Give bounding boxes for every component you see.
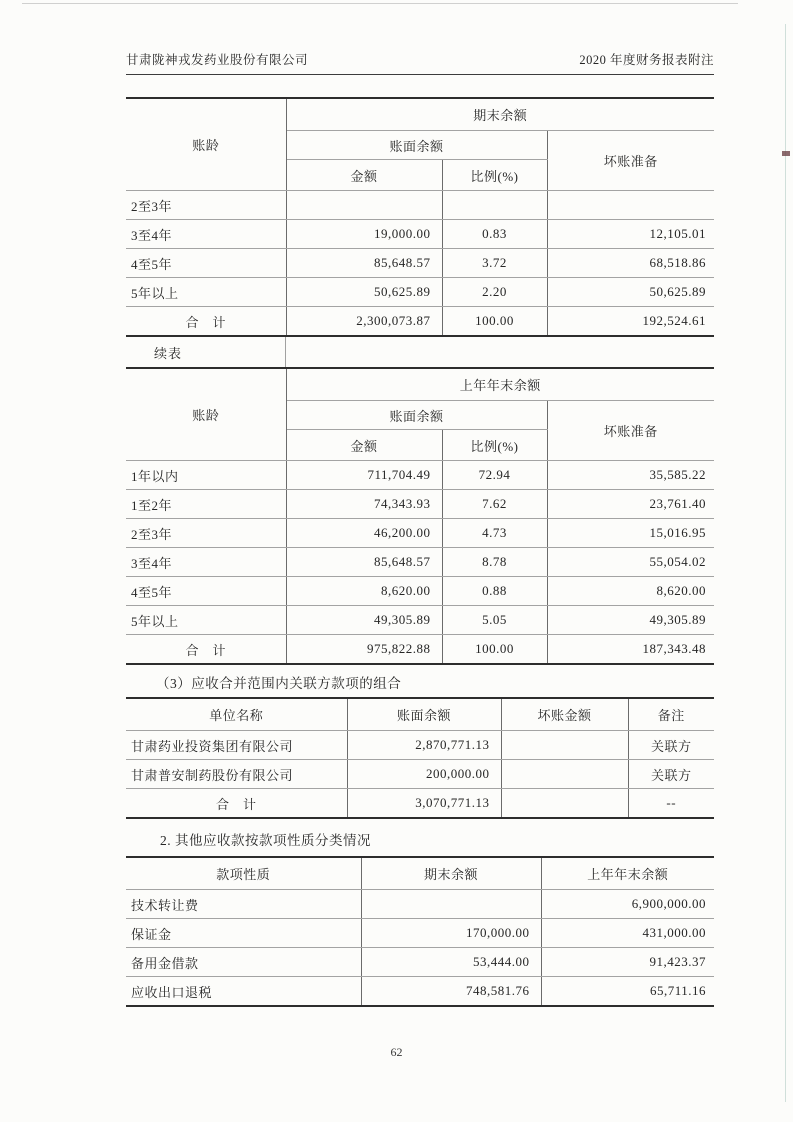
ratio-cell: 72.94: [442, 461, 547, 490]
book-balance-cell: 3,070,771.13: [347, 789, 501, 819]
prior-end-cell: 91,423.37: [541, 948, 714, 977]
period-end-cell: 53,444.00: [361, 948, 541, 977]
table-header-row: [126, 857, 714, 890]
amount-cell: 85,648.57: [286, 548, 442, 577]
col-header-amount: 金额: [286, 160, 442, 191]
amount-cell: 711,704.49: [286, 461, 442, 490]
nature-table: [126, 856, 714, 1007]
aging-label-cell: 4至5年: [126, 577, 286, 606]
nature-cell: 保证金: [126, 919, 361, 948]
col-header-aging: 账龄: [126, 98, 286, 191]
table-row: [126, 548, 714, 577]
table-row: [126, 606, 714, 635]
ratio-cell: 5.05: [442, 606, 547, 635]
bad-debt-cell: 187,343.48: [547, 635, 714, 665]
bad-debt-cell: 8,620.00: [547, 577, 714, 606]
aging-table-prior: [126, 367, 714, 665]
amount-cell: 2,300,073.87: [286, 307, 442, 337]
aging-label-cell: 2至3年: [126, 191, 286, 220]
aging-label-cell: 2至3年: [126, 519, 286, 548]
bad-debt-cell: [547, 191, 714, 220]
prior-end-cell: 65,711.16: [541, 977, 714, 1007]
amount-cell: 50,625.89: [286, 278, 442, 307]
col-header-bad-amount: 坏账金额: [501, 698, 628, 731]
bad-debt-cell: 50,625.89: [547, 278, 714, 307]
col-header-book-balance: 账面余额: [286, 401, 547, 430]
total-label-cell: 合 计: [126, 789, 347, 819]
bad-debt-cell: 192,524.61: [547, 307, 714, 337]
aging-label-cell: 3至4年: [126, 220, 286, 249]
unit-name-cell: 甘肃普安制药股份有限公司: [126, 760, 347, 789]
prior-end-cell: 6,900,000.00: [541, 890, 714, 919]
table-row: [126, 278, 714, 307]
bad-debt-cell: 23,761.40: [547, 490, 714, 519]
book-balance-cell: 2,870,771.13: [347, 731, 501, 760]
scan-edge-top: [22, 3, 738, 4]
company-name: 甘肃陇神戎发药业股份有限公司: [126, 53, 309, 67]
ratio-cell: 100.00: [442, 307, 547, 337]
bad-debt-cell: 35,585.22: [547, 461, 714, 490]
col-header-nature: 款项性质: [126, 857, 361, 890]
ratio-cell: 4.73: [442, 519, 547, 548]
ratio-cell: 100.00: [442, 635, 547, 665]
table-row: [126, 890, 714, 919]
table-row: [126, 731, 714, 760]
period-end-cell: 170,000.00: [361, 919, 541, 948]
aging-label-cell: 4至5年: [126, 249, 286, 278]
bad-amount-cell: [501, 760, 628, 789]
table-row: [126, 249, 714, 278]
unit-name-cell: 甘肃药业投资集团有限公司: [126, 731, 347, 760]
ratio-cell: 0.88: [442, 577, 547, 606]
amount-cell: 19,000.00: [286, 220, 442, 249]
page-number: 62: [390, 1045, 403, 1059]
table-row: [126, 220, 714, 249]
remark-cell: 关联方: [628, 731, 714, 760]
amount-cell: 8,620.00: [286, 577, 442, 606]
table-header-row: [126, 698, 714, 731]
remark-cell: 关联方: [628, 760, 714, 789]
scan-mark: [782, 151, 790, 156]
amount-cell: 85,648.57: [286, 249, 442, 278]
aging-label-cell: 1年以内: [126, 461, 286, 490]
aging-label-cell: 1至2年: [126, 490, 286, 519]
col-header-unit: 单位名称: [126, 698, 347, 731]
total-label-cell: 合 计: [126, 307, 286, 337]
bad-debt-cell: 55,054.02: [547, 548, 714, 577]
ratio-cell: [442, 191, 547, 220]
aging-label-cell: 3至4年: [126, 548, 286, 577]
ratio-cell: 2.20: [442, 278, 547, 307]
remark-cell: --: [628, 789, 714, 819]
ratio-cell: 8.78: [442, 548, 547, 577]
nature-cell: 应收出口退税: [126, 977, 361, 1007]
col-header-aging: 账龄: [126, 368, 286, 461]
report-title: 2020 年度财务报表附注: [579, 53, 714, 67]
bad-debt-cell: 12,105.01: [547, 220, 714, 249]
amount-cell: 49,305.89: [286, 606, 442, 635]
amount-cell: 74,343.93: [286, 490, 442, 519]
table-row: [126, 577, 714, 606]
document-header: [126, 50, 714, 75]
col-header-book-balance: 账面余额: [286, 131, 547, 160]
scan-edge-right: [785, 24, 786, 1102]
table-total-row: [126, 789, 714, 819]
table-row: [126, 977, 714, 1007]
col-header-amount: 金额: [286, 430, 442, 461]
bad-debt-cell: 68,518.86: [547, 249, 714, 278]
table-row: [126, 461, 714, 490]
section-heading-nature: 2. 其他应收款按款项性质分类情况: [160, 833, 371, 848]
col-header-bad-debt: 坏账准备: [547, 401, 714, 461]
ratio-cell: 7.62: [442, 490, 547, 519]
table-row: [126, 490, 714, 519]
table-total-row: [126, 307, 714, 337]
amount-cell: 975,822.88: [286, 635, 442, 665]
ratio-cell: 0.83: [442, 220, 547, 249]
col-header-remark: 备注: [628, 698, 714, 731]
table-row: [126, 948, 714, 977]
table-header-row: [126, 368, 714, 401]
related-party-table: [126, 697, 714, 819]
amount-cell: 46,200.00: [286, 519, 442, 548]
col-header-period-balance: 期末余额: [286, 98, 714, 131]
col-header-period-end: 期末余额: [361, 857, 541, 890]
continuation-label: 续表: [154, 346, 183, 361]
table-header-row: [126, 98, 714, 131]
col-header-ratio: 比例(%): [442, 430, 547, 461]
bad-amount-cell: [501, 789, 628, 819]
book-balance-cell: 200,000.00: [347, 760, 501, 789]
aging-label-cell: 5年以上: [126, 606, 286, 635]
prior-end-cell: 431,000.00: [541, 919, 714, 948]
nature-cell: 备用金借款: [126, 948, 361, 977]
col-header-bad-debt: 坏账准备: [547, 131, 714, 191]
bad-amount-cell: [501, 731, 628, 760]
table-row: [126, 760, 714, 789]
period-end-cell: [361, 890, 541, 919]
nature-cell: 技术转让费: [126, 890, 361, 919]
col-header-prior-balance: 上年年末余额: [286, 368, 714, 401]
bad-debt-cell: 49,305.89: [547, 606, 714, 635]
bad-debt-cell: 15,016.95: [547, 519, 714, 548]
col-header-prior-end: 上年年末余额: [541, 857, 714, 890]
period-end-cell: 748,581.76: [361, 977, 541, 1007]
aging-label-cell: 5年以上: [126, 278, 286, 307]
table-total-row: [126, 635, 714, 665]
amount-cell: [286, 191, 442, 220]
total-label-cell: 合 计: [126, 635, 286, 665]
aging-table-current: [126, 97, 714, 337]
col-header-ratio: 比例(%): [442, 160, 547, 191]
page-content: [126, 50, 714, 1007]
table-row: [126, 919, 714, 948]
col-header-book-balance: 账面余额: [347, 698, 501, 731]
ratio-cell: 3.72: [442, 249, 547, 278]
table-row: [126, 519, 714, 548]
section-heading-related-party: （3）应收合并范围内关联方款项的组合: [156, 676, 402, 691]
table-row: [126, 191, 714, 220]
